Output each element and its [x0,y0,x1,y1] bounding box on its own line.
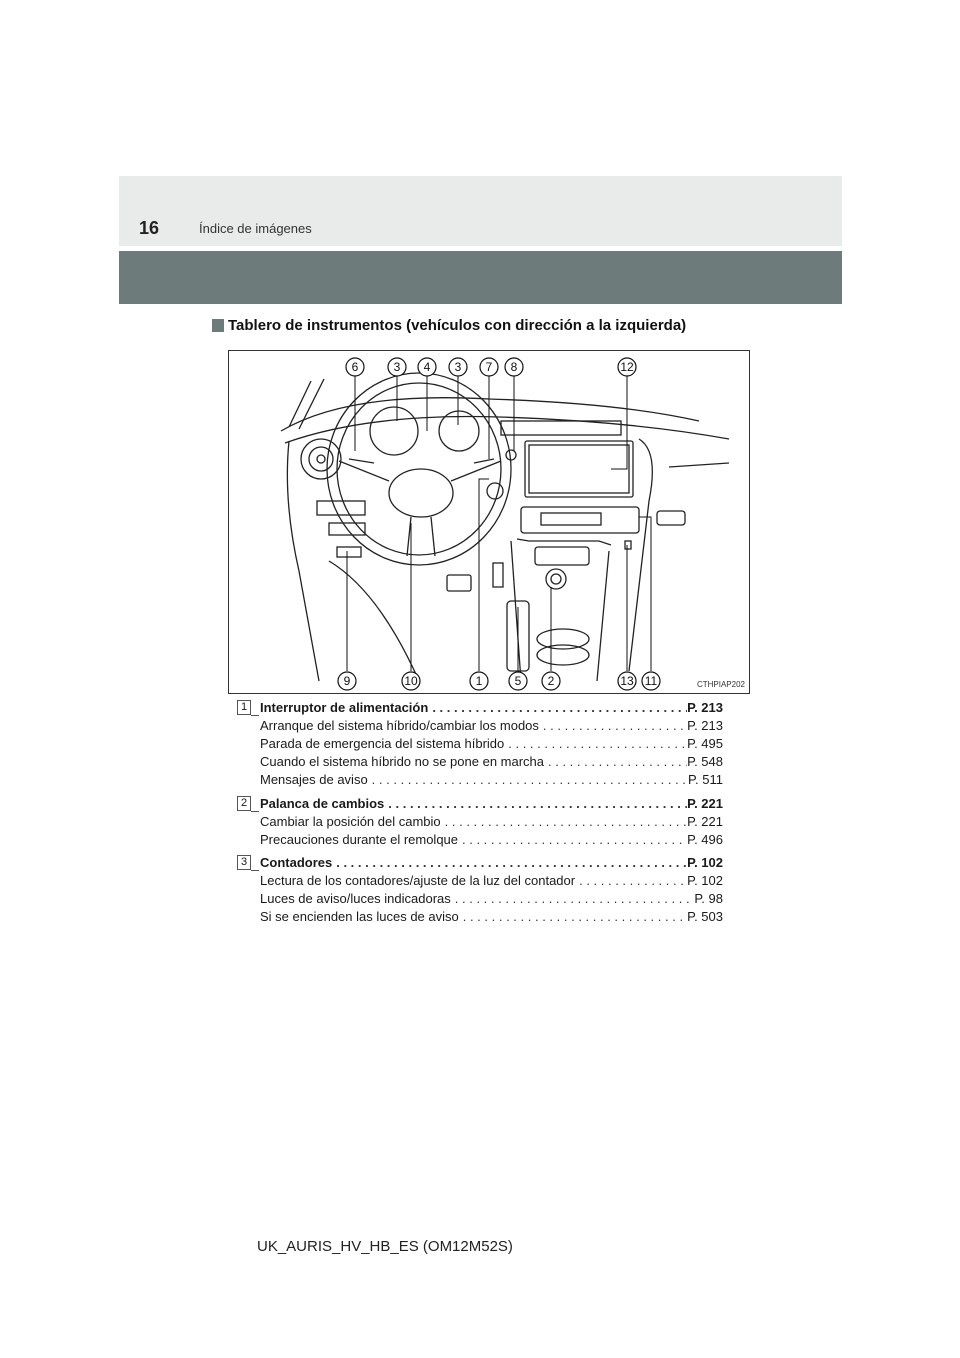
entry-sub-page: P. 496 [687,832,723,847]
figure-code: CTHPIAP202 [696,680,745,689]
index-entry [237,700,723,790]
section-marker-icon [212,319,224,332]
entry-number-badge: 1 [237,700,251,715]
entry-sub-line[interactable] [260,909,723,927]
entry-number-badge: 2 [237,796,251,811]
entry-sub-page: P. 102 [687,873,723,888]
callout-top-1: 6 [351,360,359,374]
callout-top-2: 3 [393,360,401,374]
entry-sub-page: P. 495 [687,736,723,751]
section-title: Tablero de instrumentos (vehículos con dirección a la izquierda) [228,317,687,334]
entry-main-line[interactable] [260,855,723,873]
entry-sub-text: Cambiar la posición del cambio [260,814,441,829]
entry-number-badge: 3 [237,855,251,870]
entry-main-line[interactable] [260,700,723,718]
entry-sub-page: P. 98 [694,891,723,906]
entry-sub-text: Si se encienden las luces de aviso [260,909,459,924]
entry-sub-text: Parada de emergencia del sistema híbrido [260,736,505,751]
entry-sub-page: P. 511 [688,772,723,787]
entry-main-page: P. 102 [687,855,723,870]
entry-sub-text: Luces de aviso/luces indicadoras [260,891,451,906]
entry-sub-text: Arranque del sistema híbrido/cambiar los modos [260,718,539,733]
callouts-bottom [338,672,660,690]
callout-top-5: 7 [485,360,493,374]
callout-bottom-1: 9 [343,674,351,688]
callout-top-7: 12 [620,360,634,374]
entry-main-page: P. 221 [687,796,723,811]
callout-bottom-2: 10 [404,674,418,688]
callout-top-4: 3 [454,360,462,374]
callout-bottom-7: 11 [644,674,658,688]
dashboard-illustration [228,350,750,694]
entry-main-text: Contadores [260,855,333,870]
entry-sub-line[interactable] [260,873,723,891]
entry-sub-text: Precauciones durante el remolque [260,832,459,847]
entry-main-page: P. 213 [687,700,723,715]
entry-main-text: Interruptor de alimentación [260,700,429,715]
entry-sub-line[interactable] [260,814,723,832]
entry-main-text: Palanca de cambios [260,796,385,811]
entry-sub-page: P. 213 [687,718,723,733]
index-entry [237,855,723,927]
entry-sub-text: Cuando el sistema híbrido no se pone en marcha [260,754,545,769]
entry-main-line[interactable] [260,796,723,814]
index-entry [237,796,723,850]
entry-sub-page: P. 548 [687,754,723,769]
header-band [119,251,842,304]
entry-sub-line[interactable] [260,718,723,736]
dashboard-drawing [229,351,751,695]
page-number: 16 [139,218,160,238]
entry-sub-page: P. 221 [687,814,723,829]
entry-sub-line[interactable] [260,736,723,754]
callouts-top [346,358,636,376]
entry-sub-text: Lectura de los contadores/ajuste de la luz del contador [260,873,576,888]
callout-bottom-5: 2 [547,674,555,688]
header-title: Índice de imágenes [199,221,312,236]
footer-code: UK_AURIS_HV_HB_ES (OM12M52S) [257,1238,513,1255]
page-header [119,176,842,246]
callout-bottom-4: 5 [514,674,522,688]
callout-bottom-3: 1 [475,674,483,688]
entry-sub-line[interactable] [260,772,723,790]
entry-sub-line[interactable] [260,754,723,772]
section-heading [212,317,686,334]
callout-top-3: 4 [423,360,431,374]
entry-sub-line[interactable] [260,832,723,850]
entry-sub-line[interactable] [260,891,723,909]
callout-bottom-6: 13 [620,674,634,688]
callout-top-6: 8 [510,360,518,374]
entry-sub-text: Mensajes de aviso [260,772,368,787]
entry-sub-page: P. 503 [687,909,723,924]
